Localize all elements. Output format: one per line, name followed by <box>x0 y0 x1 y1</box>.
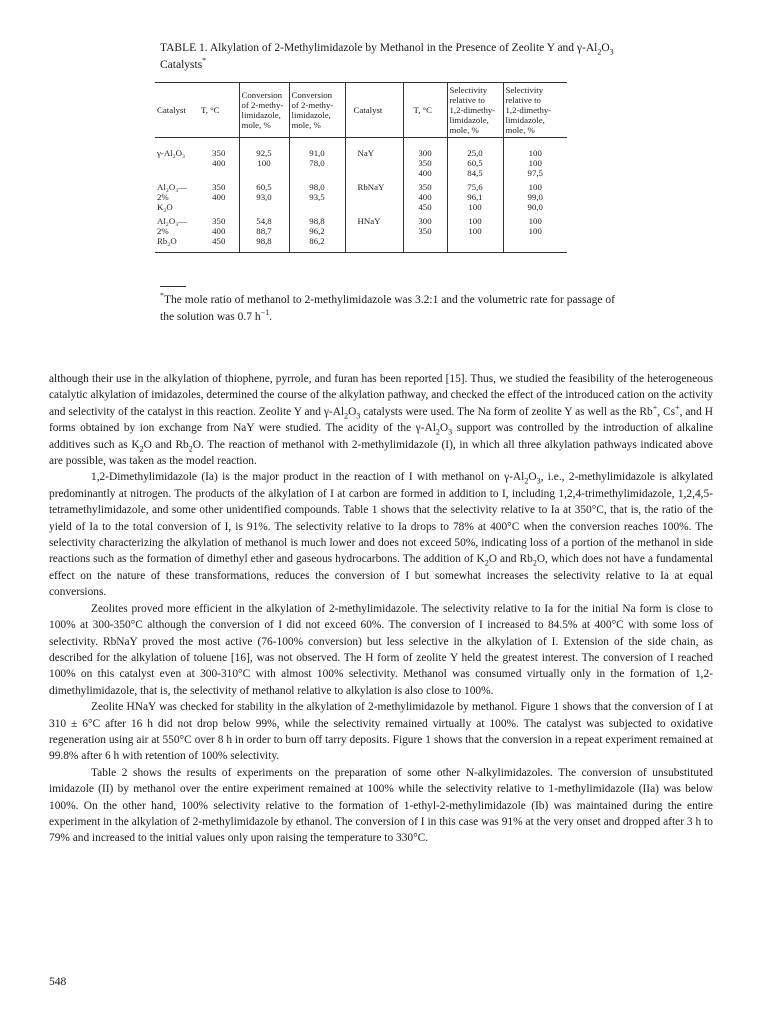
cell-temperature-2 <box>403 180 447 214</box>
paragraph-text: + <box>652 403 658 413</box>
table-cell-value: 92,5 <box>256 148 272 158</box>
table-cell-value: Al₂O₃— <box>157 216 188 226</box>
table-cell-value: 350 <box>212 216 226 226</box>
table-row <box>155 138 617 181</box>
table-row <box>155 214 617 253</box>
footnote-text: . <box>269 311 273 323</box>
cell-temperature-2 <box>403 138 447 181</box>
table-cell-value: 75,6 <box>467 182 483 192</box>
header-line: limidazole, <box>241 110 281 120</box>
cell-selectivity-2 <box>503 214 567 253</box>
table-cell-value: NaY <box>357 148 375 158</box>
cell-catalyst-2 <box>345 138 403 181</box>
cell-catalyst <box>155 138 199 181</box>
page-number: 548 <box>49 976 67 988</box>
table-cell-value: 91,0 <box>309 148 325 158</box>
footnote-superscript: −1 <box>260 308 270 318</box>
cell-temperature <box>199 138 239 181</box>
header-line: limidazole, <box>291 110 331 120</box>
paragraph-text: 1,2-Dimethylimidazole (Ia) is the major product in the reaction of I with methanol on γ-Al <box>91 471 525 484</box>
table-caption <box>160 40 630 74</box>
cell-conversion-2 <box>289 180 345 214</box>
table-header-row <box>155 83 617 138</box>
table-cell-value: 350 <box>418 226 432 236</box>
table-cell-value: 25,0 <box>467 148 483 158</box>
table-cell-value: 60,5 <box>256 182 272 192</box>
table-cell-value: RbNaY <box>357 182 385 192</box>
paragraph-text: Zeolites proved more efficient in the alkylation of 2-methylimidazole. The selectivity relative to Ia for the initial Na form is close to 100% at 300-350°C although the conversion of I did not exceed 60%. The conversion of I increased to 84.5% at 400°C with some loss of selectivity. RbNaY proved the most active (76-100% conversion) but less selective in the alkylation of I. Extension of the side chain, as described for the alkylation of toluene [16], was not observed. The H form of zeolite Y held the greatest interest. The conversion of I reached 100% on this catalyst even at 300-310°C with almost 100% selectivity. Methanol was consumed virtually only in the formation of 1,2-dimethylimidazole, that is, the selectivity of methanol relative to alkylation is also close to 100%. <box>49 602 713 697</box>
paragraph-text: + <box>675 403 680 413</box>
table-cell-value: 96,1 <box>467 192 483 202</box>
paragraph-text: 2 <box>524 476 529 486</box>
paragraph-text: Zeolite HNaY was checked for stability in the alkylation of 2-methylimidazole by methanol. Figure 1 shows that the conversion of I at 310 ± 6°C after 16 h did not drop below 99%, while the selectivity remained virtually at 100%. The catalyst was subjected to oxidative regeneration using air at 550°C over 8 h in order to burn off tarry deposits. Figure 1 shows that the conversion in a repeat experiment remained at 99.8% after 6 h with retention of 100% selectivity. <box>49 701 713 763</box>
paragraph <box>49 371 713 469</box>
footnote-mark: * <box>160 291 164 301</box>
header-temperature: T, °C <box>199 83 239 138</box>
table-row <box>155 180 617 214</box>
table-cell-value: 99,0 <box>527 192 543 202</box>
paragraph <box>49 601 713 699</box>
table-cell-value: 2% <box>157 192 169 202</box>
paragraph-text: 2 <box>188 443 193 453</box>
caption-footnote-mark: * <box>202 56 207 66</box>
table-cell-value: 100 <box>528 148 542 158</box>
table-cell-value: 93,0 <box>256 192 272 202</box>
header-line: limidazole, <box>505 115 545 125</box>
table-cell-value: 98,0 <box>309 182 325 192</box>
header-line: Conversion <box>241 90 283 100</box>
paragraph-text: support was controlled by the introduction of alkaline additives such as K <box>49 422 713 451</box>
table-cell-value: 300 <box>418 148 432 158</box>
data-table-wrap <box>155 82 617 253</box>
header-line: relative to <box>449 95 485 105</box>
table-cell-value: 100 <box>528 158 542 168</box>
paragraph-text: 2 <box>435 427 440 437</box>
table-cell-value: 98,8 <box>256 236 272 246</box>
header-line: of 2-methy- <box>241 100 284 110</box>
header-conversion-2 <box>289 83 345 138</box>
paragraph-text: 2 <box>532 558 537 568</box>
table-cell-value: Rb₂O <box>157 236 177 246</box>
cell-selectivity <box>447 180 503 214</box>
table-cell-value: 78,0 <box>309 158 325 168</box>
table-cell-value: 84,5 <box>467 168 483 178</box>
table-cell-value: 400 <box>418 192 432 202</box>
table-cell-value: 400 <box>212 192 226 202</box>
paragraph-text: O and Rb <box>143 438 189 451</box>
footnote-rule <box>160 286 186 287</box>
paragraph <box>49 699 713 765</box>
table-cell-value: 2% <box>157 226 169 236</box>
cell-selectivity-2 <box>503 180 567 214</box>
cell-conversion-2 <box>289 214 345 253</box>
header-temperature-2: T, °C <box>403 83 447 138</box>
header-selectivity <box>447 83 503 138</box>
header-line: relative to <box>505 95 541 105</box>
header-line: of 2-methy- <box>291 100 334 110</box>
header-line: limidazole, <box>449 115 489 125</box>
paragraph-text: although their use in the alkylation of thiophene, pyrrole, and furan has been reported [15]. Thus, we studied the feasibility of the heterogeneous catalytic alkylation of imidazoles, determined the course of the alkylation pathway, and checked the effect of the introduced cation on the activity and selectivity of the catalyst in this reaction. Zeolite Y and γ-Al <box>49 373 713 418</box>
paragraph-text: 2 <box>484 558 489 568</box>
paragraph-text: , i.e., 2-methylimidazole is alkylated predominantly at nitrogen. The products of the alkylation of I at carbon are formed in addition to I, including 1,2,4-trimethylimidazole, 1,2,4,5-tetramethylimidazole, and some other unidentified compounds. Table 1 shows that the selectivity relative to Ia at 350°C, that is, the ratio of the yield of Ia to the total conversion of I, is 91%. The selectivity relative to Ia drops to 78% at 400°C when the conversion reaches 100%. The selectivity characterizing the alkylation of methanol is much lower and does not exceed 50%, indicating loss of a portion of the methanol in side reactions such as the formation of dimethyl ether and gaseous hydrocarbons. The addition of K <box>49 471 713 566</box>
cell-temperature <box>199 214 239 253</box>
paragraph-text: 3 <box>536 476 541 486</box>
cell-conversion <box>239 180 289 214</box>
header-catalyst-2: Catalyst <box>345 83 403 138</box>
table-cell-value: Al₂O₃— <box>157 182 188 192</box>
table-cell-value: 60,5 <box>467 158 483 168</box>
data-table <box>155 82 617 253</box>
paragraph-text: 3 <box>448 427 453 437</box>
paragraph-text: 2 <box>344 411 349 421</box>
paragraph-text: , Cs <box>657 405 676 418</box>
table-cell-value: 400 <box>418 168 432 178</box>
table-cell-value: 90,0 <box>527 202 543 212</box>
header-line: mole, % <box>449 125 479 135</box>
cell-catalyst <box>155 214 199 253</box>
table-cell-value: 400 <box>212 158 226 168</box>
table-footnote <box>160 292 630 326</box>
table-cell-value: 100 <box>257 158 271 168</box>
table-cell-value: 100 <box>528 226 542 236</box>
paragraph-text: 3 <box>356 411 361 421</box>
header-line: 1,2-dimethy- <box>505 105 552 115</box>
header-line: mole, % <box>241 120 271 130</box>
header-line: 1,2-dimethy- <box>449 105 496 115</box>
table-cell-value: K₂O <box>157 202 173 212</box>
cell-temperature-2 <box>403 214 447 253</box>
paragraph-text: , and H forms obtained by ion exchange from NaY were studied. The acidity of the γ-Al <box>49 405 714 435</box>
paragraph-text: O and Rb <box>488 553 533 566</box>
cell-catalyst-2 <box>345 214 403 253</box>
table-cell-value: 97,5 <box>527 168 543 178</box>
table-cell-value: 54,8 <box>256 216 272 226</box>
caption-subscript: 2 <box>597 47 602 57</box>
table-cell-value: 100 <box>528 182 542 192</box>
paragraph-text: O <box>439 422 449 435</box>
header-catalyst: Catalyst <box>155 83 199 138</box>
cell-selectivity <box>447 214 503 253</box>
paragraph-text: O, which does not have a fundamental effect on the nature of these transformations, reduces the conversion of I but somewhat increases the selectivity relative to Ia at equal conversions. <box>49 553 713 599</box>
table-cell-value: 100 <box>468 226 482 236</box>
header-selectivity-2 <box>503 83 567 138</box>
table-cell-value: 93,5 <box>309 192 325 202</box>
table-cell-value: 86,2 <box>309 236 325 246</box>
table-cell-value: 350 <box>212 148 226 158</box>
cell-conversion <box>239 214 289 253</box>
cell-conversion-2 <box>289 138 345 181</box>
table-cell-value: 350 <box>212 182 226 192</box>
paragraph-text: catalysts were used. The Na form of zeolite Y as well as the Rb <box>360 405 653 418</box>
header-line: mole, % <box>505 125 535 135</box>
header-line: Selectivity <box>449 85 488 95</box>
table-cell-value: 300 <box>418 216 432 226</box>
paragraph <box>49 765 713 847</box>
paragraph-text: O <box>348 405 357 418</box>
paragraph-text: 2 <box>139 443 144 453</box>
caption-text: TABLE 1. Alkylation of 2-Methylimidazole by Methanol in the Presence of Zeolite Y and γ-Al <box>160 42 598 54</box>
paragraph-text: O. The reaction of methanol with 2-methylimidazole (I), in which all three alkylation pathways indicated above are possible, was taken as the model reaction. <box>49 438 713 468</box>
header-line: Conversion <box>291 90 333 100</box>
table-cell-value: 450 <box>418 202 432 212</box>
table-cell-value: 100 <box>528 216 542 226</box>
table-cell-value: 88,7 <box>256 226 272 236</box>
table-cell-value: γ-Al₂O₃ <box>157 148 186 158</box>
footnote-text: The mole ratio of methanol to 2-methylimidazole was 3.2:1 and the volumetric rate for passage of the solution was 0.7 h <box>160 294 615 323</box>
table-body <box>155 138 617 253</box>
table-cell-value: HNaY <box>357 216 381 226</box>
cell-selectivity <box>447 138 503 181</box>
table-cell-value: 100 <box>468 216 482 226</box>
table-cell-value: 400 <box>212 226 226 236</box>
cell-catalyst <box>155 180 199 214</box>
cell-catalyst-2 <box>345 180 403 214</box>
header-conversion <box>239 83 289 138</box>
table-cell-value: 350 <box>418 158 432 168</box>
paragraph <box>49 469 713 600</box>
cell-temperature <box>199 180 239 214</box>
cell-conversion <box>239 138 289 181</box>
header-line: mole, % <box>291 120 321 130</box>
cell-selectivity-2 <box>503 138 567 181</box>
table-cell-value: 96,2 <box>309 226 325 236</box>
table-cell-value: 350 <box>418 182 432 192</box>
paragraph-text: O <box>528 471 537 484</box>
header-line: Selectivity <box>505 85 544 95</box>
caption-text: O <box>601 42 610 54</box>
caption-text: Catalysts <box>160 59 203 71</box>
table-cell-value: 100 <box>468 202 482 212</box>
paragraph-text: Table 2 shows the results of experiments on the preparation of some other N-alkylimidazoles. The conversion of unsubstituted imidazole (II) by methanol over the entire experiment remained at 100% while the selectivity relative to 1-methylimidazole (IIa) was below 100%. On the other hand, 100% selectivity relative to the formation of 1-ethyl-2-methylimidazole (Ib) was maintained during the entire experiment in the alkylation of 2-methylimidazole by ethanol. The conversion of I in this case was 91% at the very onset and dropped after 3 h to 79% and increased to the initial values only upon raising the temperature to 330°C. <box>49 766 713 845</box>
table-cell-value: 450 <box>212 236 226 246</box>
table-cell-value: 98,8 <box>309 216 325 226</box>
body-text <box>49 371 713 847</box>
caption-subscript: 3 <box>609 47 614 57</box>
